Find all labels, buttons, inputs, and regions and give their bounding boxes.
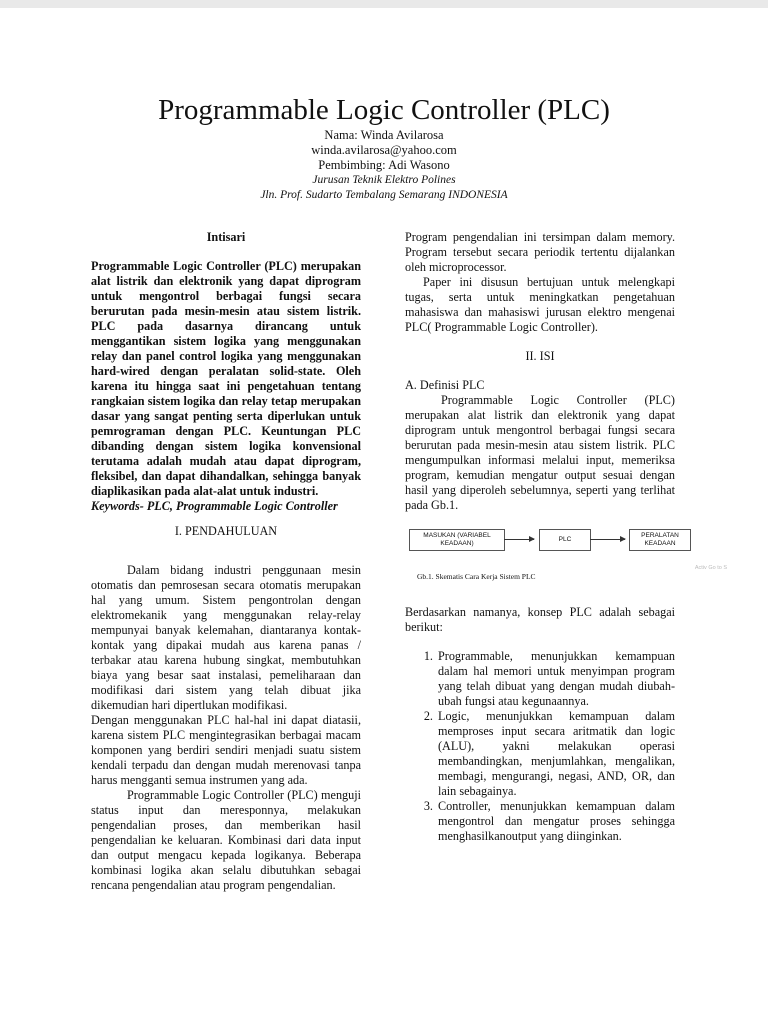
- list-item: 2. Logic, menunjukkan kemampuan dalam memproses input secara aritmatik dan logic (ALU), yakni melakukan operasi membandingkan, menjumlahkan, mengalikan, membagi, mengurangi, negasi, AND, OR, dan lain sebagainya.: [436, 709, 675, 799]
- keywords: Keywords- PLC, Programmable Logic Controller: [91, 499, 338, 513]
- subsection-heading: A. Definisi PLC: [405, 378, 485, 392]
- watermark-text: Activ Go to S: [694, 565, 727, 571]
- plc-box: [539, 529, 591, 551]
- advisor: Pembimbing: Adi Wasono: [318, 158, 450, 172]
- abstract-heading: Intisari: [206, 230, 246, 244]
- input-box-label: MASUKAN (VARIABEL KEADAAN): [423, 532, 491, 547]
- arrow-input-plc: [504, 539, 534, 540]
- input-box: [409, 529, 505, 551]
- abstract-text: Programmable Logic Controller (PLC) merupakan alat listrik dan elektronik yang dapat diprogram untuk mengontrol berbagai fungsi secara berurutan pada mesin-mesin atau sistem listrik. PLC pada dasarnya dirancang untuk menggantikan sistem logika yang menggunakan relay dan panel control logika yang menggunakan hard-wired dengan peralatan solid-state. Oleh karena itu hingga saat ini pengetahuan tentang rangkaian sistem logika dan relay tetap merupakan dasar yang sangat penting serta diperlukan untuk pemrograman dengan PLC. Keuntungan PLC dibanding dengan sistem logika konvensional terutama adalah mudah atau dapat diprogram, fleksibel, dan dapat dihandalkan, sehingga banyak diaplikasikan pada alat-alat untuk industri.: [91, 259, 361, 498]
- list-item: 1. Programmable, menunjukkan kemampuan dalam hal memori untuk menyimpan program yang telah dibuat yang dengan mudah diubah-ubah fungsi atau kegunaannya.: [436, 649, 675, 709]
- figure-caption: Gb.1. Skematis Cara Kerja Sistem PLC: [417, 572, 536, 581]
- paper-header: [0, 92, 768, 203]
- intro-paragraph-2: Dengan menggunakan PLC hal-hal ini dapat diatasii, karena sistem PLC mengintegrasikan berbagai macam komponen yang berdiri sendiri menjadi suatu sistem kendali terpadu dan dengan mudah merenovasi tanpa harus mengganti semua instrumen yang ada.: [91, 713, 361, 787]
- intro-paragraph-3: Programmable Logic Controller (PLC) menguji status input dan meresponnya, melakukan pengendalian proses, dan memberikan hasil pengendalian ke keluaran. Kombinasi dari data input dan output mengacu kepada logikanya. Beberapa kombinasi logika akan selalu dibutuhkan sebagai rencana pengendalian atau program pengendalian.: [91, 788, 361, 892]
- paper-title: Programmable Logic Controller (PLC): [158, 94, 610, 126]
- top-strip: [0, 0, 768, 8]
- plc-box-label: PLC: [558, 536, 572, 543]
- left-column: [91, 230, 361, 893]
- author-email: winda.avilarosa@yahoo.com: [311, 143, 457, 157]
- intro-heading: I. PENDAHULUAN: [174, 524, 278, 538]
- author-name: Nama: Winda Avilarosa: [324, 128, 444, 142]
- output-box: [629, 529, 691, 551]
- plc-diagram: [405, 527, 727, 591]
- intro-paragraph-1: Dalam bidang industri penggunaan mesin otomatis dan pemrosesan secara otomatis merupakan hal yang umum. Sistem pengontrolan dengan elektromekanik yang menggunakan relay-relay mempunyai banyak kelemahan, diantaranya kontak-kontak yang dipakai mudah aus karena panas / terbakar atau karena hubung singkat, membutuhkan biaya yang besar saat instalasi, pemeliharaan dan modifikasi dari sistem yang telah dibuat jika dikemudian hari dipertlukan modifikasi.: [91, 563, 361, 712]
- arrow-plc-output: [590, 539, 625, 540]
- department: Jurusan Teknik Elektro Polines: [312, 174, 456, 186]
- section-heading: II. ISI: [525, 349, 555, 363]
- address: Jln. Prof. Sudarto Tembalang Semarang INDONESIA: [260, 189, 508, 201]
- memory-paragraph: Program pengendalian ini tersimpan dalam memory. Program tersebut secara periodik tertentu dijalankan oleh microprocessor.: [405, 230, 675, 274]
- concept-intro: Berdasarkan namanya, konsep PLC adalah sebagai berikut:: [405, 605, 675, 634]
- concept-list: [405, 649, 675, 844]
- list-item: 3. Controller, menunjukkan kemampuan dalam mengontrol dan mengatur proses sehingga menghasilkanoutput yang diinginkan.: [436, 799, 675, 844]
- purpose-paragraph: Paper ini disusun bertujuan untuk melengkapi tugas, serta untuk meningkatkan pengetahuan mahasiswa dan mahasiswi jurusan elektro mengenai PLC( Programmable Logic Controller).: [405, 275, 675, 334]
- output-box-label: PERALATAN KEADAAN: [641, 532, 679, 547]
- right-column: [405, 230, 727, 844]
- definition-paragraph: Programmable Logic Controller (PLC) merupakan alat listrik dan elektronik yang dapat diprogram untuk mengontrol berbagai fungsi secara berurutan pada mesin-mesin atau sistem listrik. PLC mengumpulkan informasi melalui input, memeriksa program, kemudian mengatur output sesuai dengan hasil yang diperoleh sebelumnya, seperti yang terlihat pada Gb.1.: [405, 393, 675, 512]
